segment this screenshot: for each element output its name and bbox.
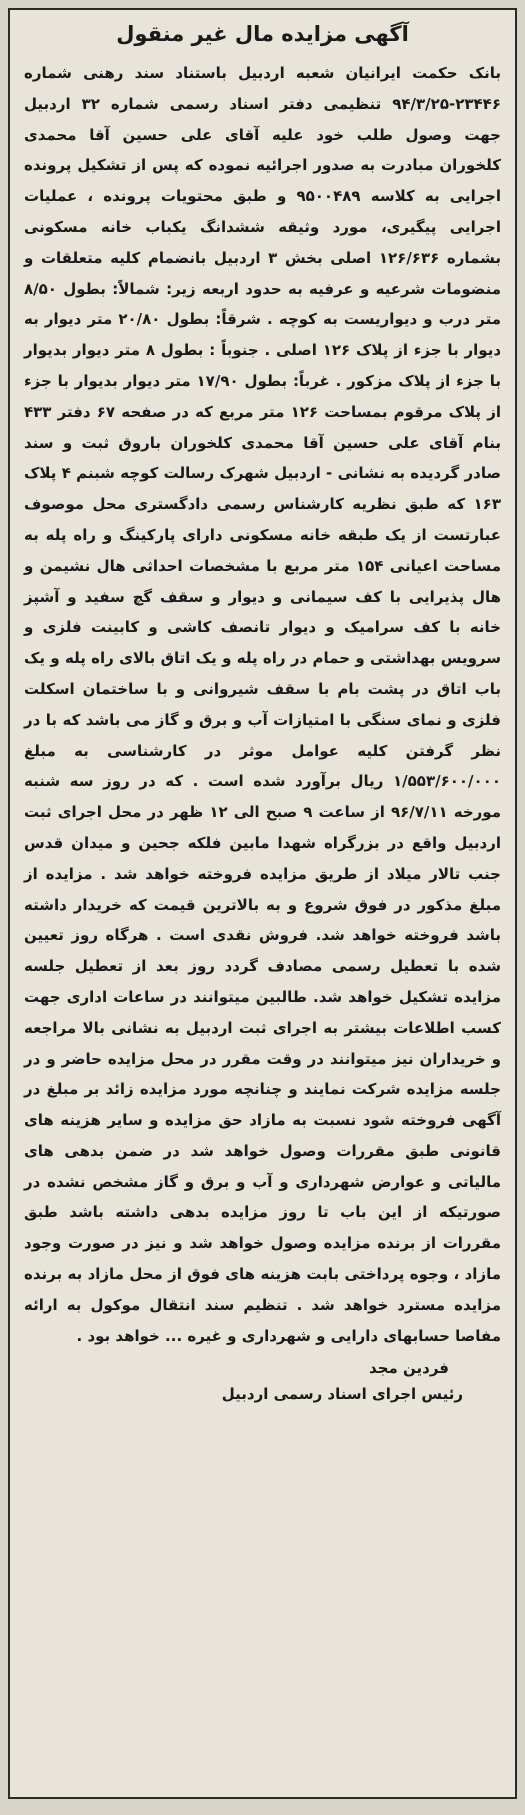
notice-body: بانک حکمت ایرانیان شعبه اردبیل باستناد سند رهنی شماره ۲۳۴۴۶-۹۴/۳/۲۵ تنظیمی دفتر اسناد رسمی شماره ۳۲ اردبیل جهت وصول طلب خود علیه آقای علی حسین آقا محمدی کلخوران مبادرت به صدور اجرائیه نموده که پس از تشکیل پرونده اجرایی به کلاسه ۹۵۰۰۴۸۹ و طبق محتویات پرونده ، عملیات اجرایی پیگیری، مورد وثیقه ششدانگ یکباب خانه مسکونی بشماره ۱۲۶/۶۳۶ اصلی بخش ۳ اردبیل بانضمام کلیه متعلقات و منضومات شرعیه و عرفیه به حدود اربعه زیر: شمالاً: بطول ۸/۵۰ متر درب و دیواریست به کوچه . شرقاً: بطول ۲۰/۸۰ متر دیوار به دیوار با جزء از پلاک ۱۲۶ اصلی . جنوباً : بطول ۸ متر دیوار بدیوار با جزء از پلاک مزکور . غرباً: بطول ۱۷/۹۰ متر دیوار بدیوار با جزء از پلاک مرقوم بمساحت ۱۲۶ متر مربع که در صفحه ۶۷ دفتر ۴۳۳ بنام آقای علی حسین آقا محمدی کلخوران باروق ثبت و سند صادر گردیده به نشانی - اردبیل شهرک رسالت کوچه شبنم ۴ پلاک ۱۶۳ که طبق نظریه کارشناس رسمی دادگستری محل موصوف عبارتست از یک طبقه خانه مسکونی دارای پارکینگ و راه پله به مساحت اعیانی ۱۵۴ متر مربع با مشخصات احداثی هال نشیمن و هال پذیرایی با کف سیمانی و دیوار و سقف گچ سفید و آشپز خانه با کف سرامیک و دیوار تانصف کاشی و کابینت فلزی و سرویس بهداشتی و حمام در راه پله و یک اتاق بالای راه پله و یک باب اتاق در پشت بام با سقف شیروانی و با ساختمان اسکلت فلزی و نمای سنگی با امتیازات آب و برق و گاز می باشد که با در نظر گرفتن کلیه عوامل موثر در کارشناسی به مبلغ ۱/۵۵۳/۶۰۰/۰۰۰ ریال برآورد شده است . که در روز سه شنبه مورخه ۹۶/۷/۱۱ از ساعت ۹ صبح الی ۱۲ ظهر در محل اجرای ثبت اردبیل واقع در بزرگراه شهدا مابین فلکه جحین و میدان قدس جنب تالار میلاد از طریق مزایده فروخته خواهد شد . مزایده از مبلغ مذکور در فوق شروع و به بالاترین قیمت که خریدار داشته باشد فروخته خواهد شد. فروش نقدی است . هرگاه روز تعیین شده با تعطیل رسمی مصادف گردد روز بعد از تعطیل جلسه مزایده تشکیل خواهد شد. طالبین میتوانند در ساعات اداری جهت کسب اطلاعات بیشتر به اجرای ثبت اردبیل به نشانی بالا مراجعه و خریداران نیز میتوانند در وقت مقرر در محل مزایده حاضر و در جلسه مزایده شرکت نمایند و چنانچه مورد مزایده زائد بر مبلغ در آگهی فروخته شود نسبت به مازاد حق مزایده و سایر هزینه های قانونی طبق مقررات وصول خواهد شد در ضمن بدهی های مالیاتی و عوارض شهرداری و آب و برق و گاز مشخص نشده در صورتیکه از این باب تا روز مزایده بدهی داشته باشد طبق مقررات از برنده مزایده وصول خواهد شد و نیز در صورت وجود مازاد ، وجوه پرداختی بابت هزینه های فوق از محل مازاد به برنده مزایده مسترد خواهد شد . تنظیم سند انتقال موکول به ارائه مفاصا حسابهای دارایی و شهرداری و غیره ... خواهد بود . bbox=[24, 64, 502, 1345]
signature-role: رئیس اجرای اسناد رسمی اردبیل bbox=[221, 1385, 463, 1404]
notice-clipping bbox=[8, 8, 517, 1799]
notice-title: آگهی مزایده مال غیر منقول bbox=[116, 22, 409, 46]
signature-block bbox=[24, 1355, 501, 1407]
signature-name: فردین مجد bbox=[369, 1359, 449, 1378]
